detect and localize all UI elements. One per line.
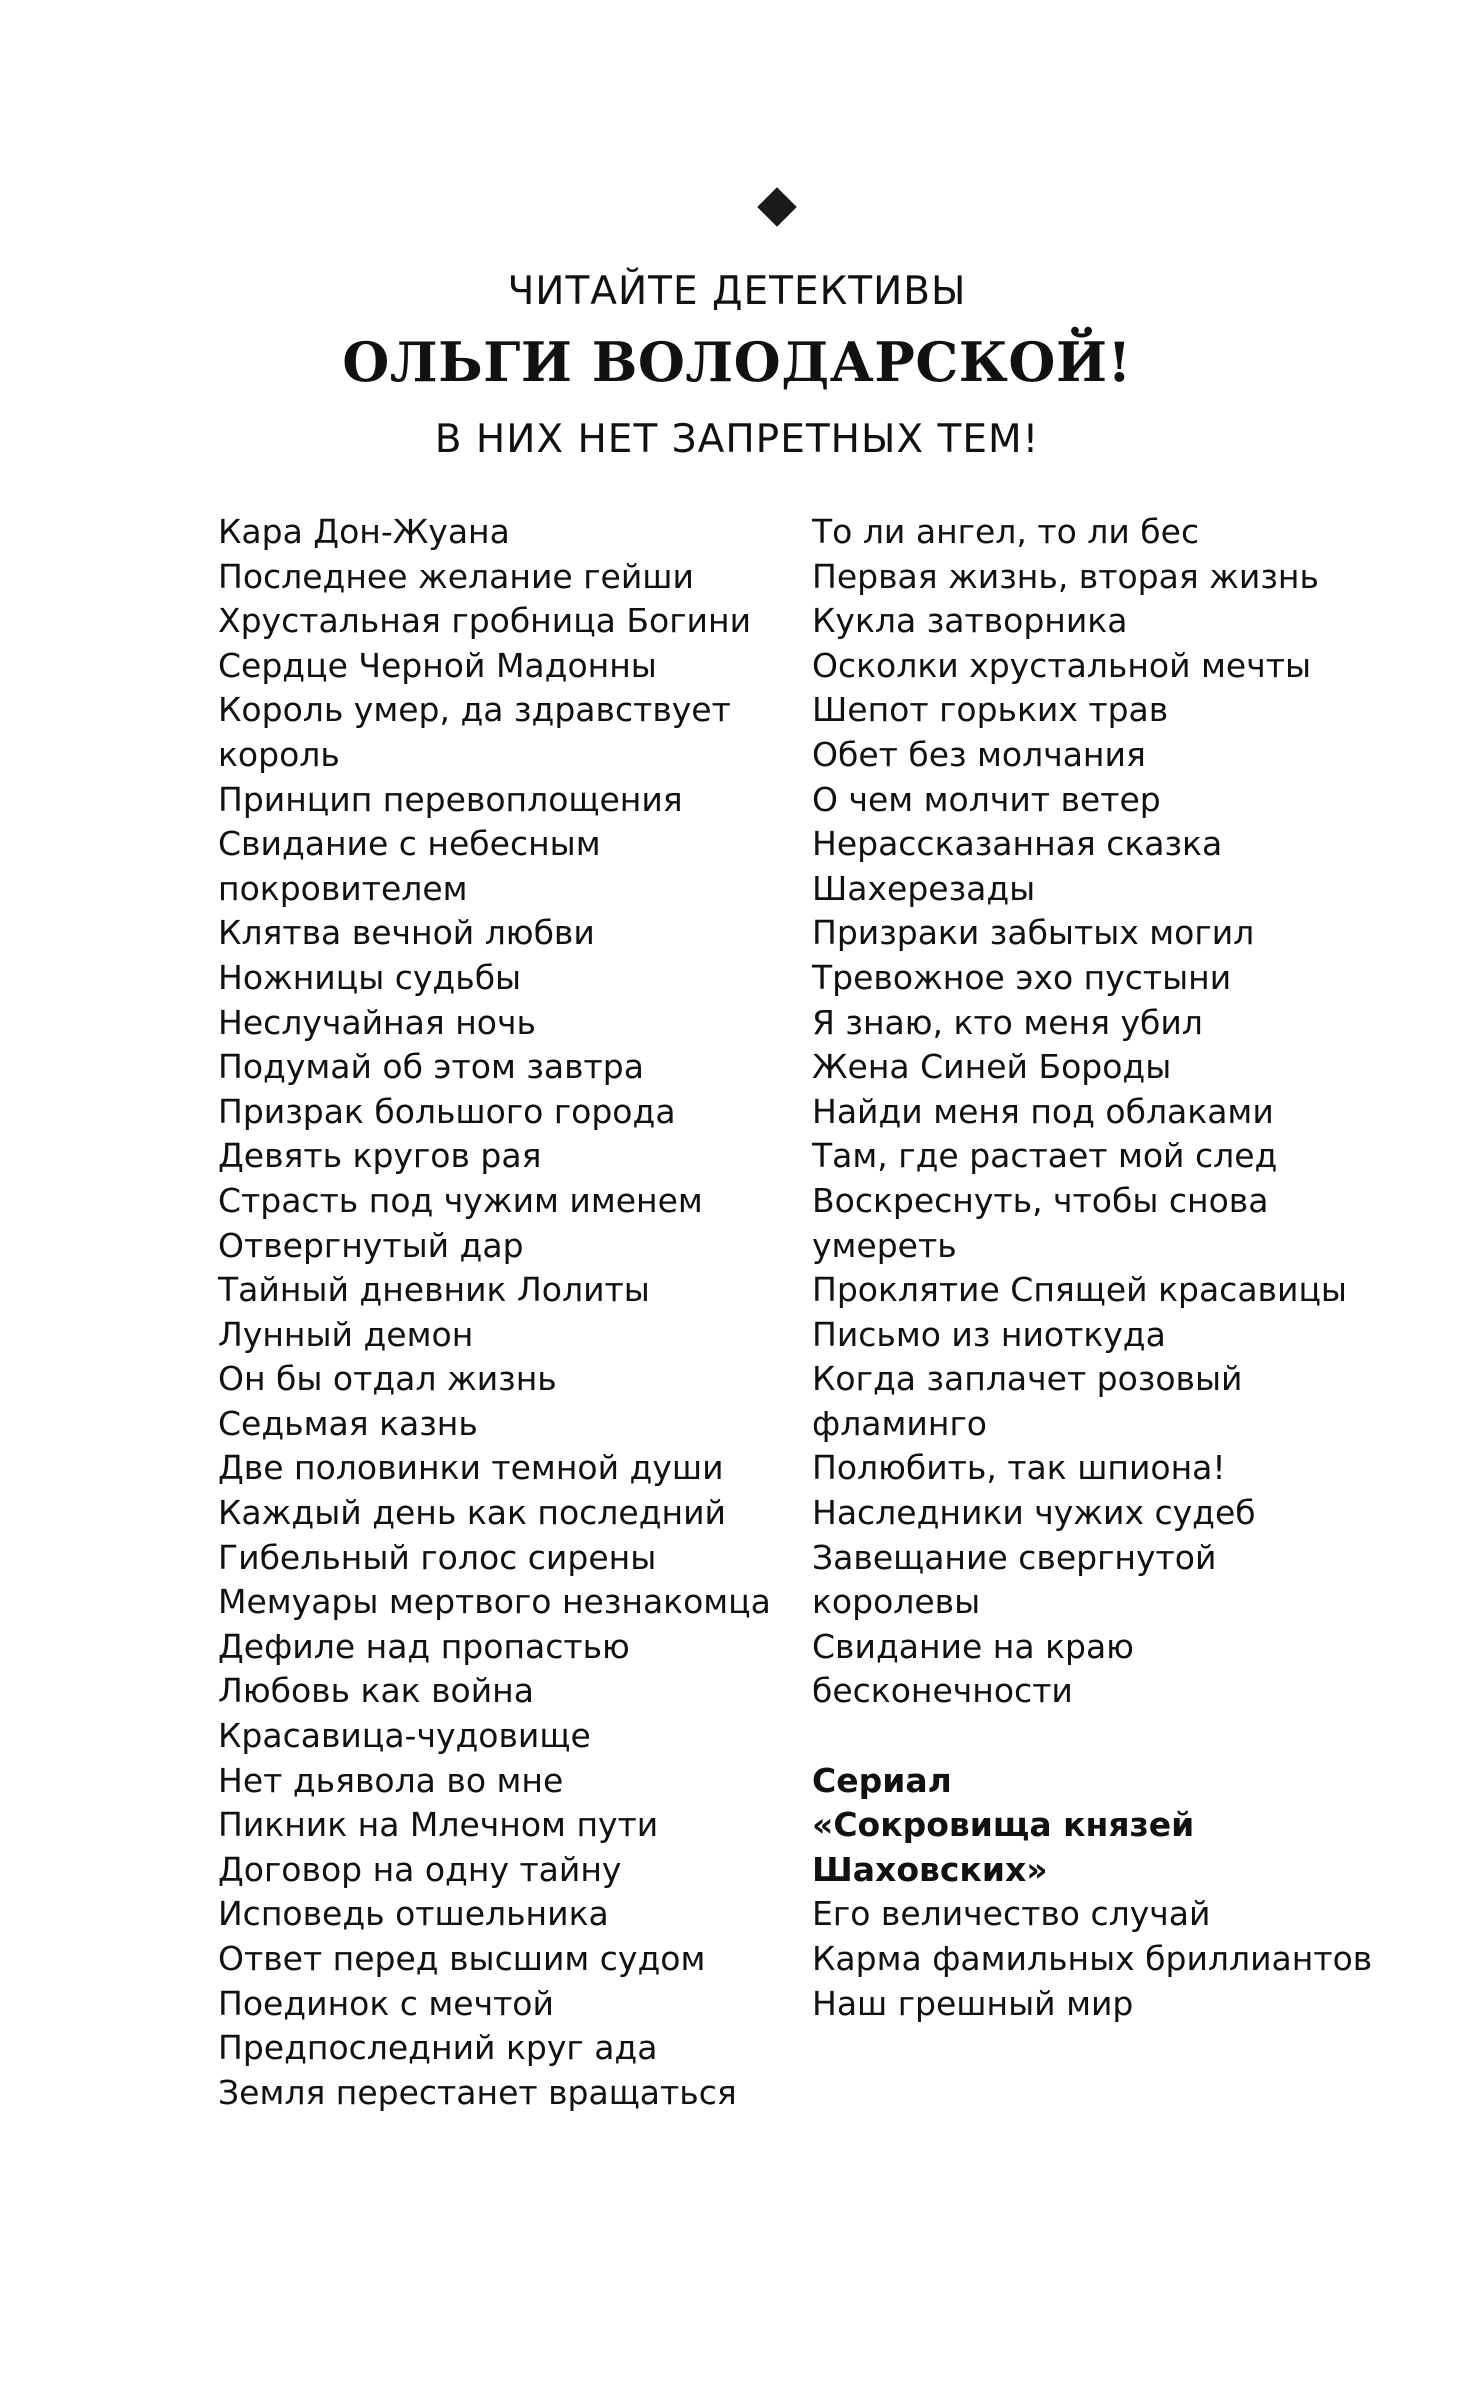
diamond-ornament-icon [757,187,797,227]
header-line-1: ЧИТАЙТЕ ДЕТЕКТИВЫ [507,269,967,314]
book-title: Договор на одну тайну [218,1849,622,1889]
book-title: бесконечности [812,1671,1073,1711]
book-title: То ли ангел, то ли бес [812,512,1200,551]
book-title: Призрак большого города [218,1091,676,1131]
book-title: умереть [812,1225,957,1265]
book-title: Подумай об этом завтра [218,1047,644,1087]
book-title: Гибельный голос сирены [218,1537,657,1577]
book-title: Хрустальная гробница Богини [218,601,752,641]
book-title: Завещание свергнутой [812,1537,1217,1577]
book-title: Поединок с мечтой [218,1983,554,2023]
book-title: Осколки хрустальной мечты [812,645,1312,685]
book-title: король [218,734,340,774]
book-title: Он бы отдал жизнь [218,1359,557,1399]
book-title: Красавица-чудовище [218,1716,591,1756]
book-title: Письмо из ниоткуда [812,1314,1166,1354]
book-title: Ножницы судьбы [218,957,522,997]
book-title: Земля перестанет вращаться [218,2072,737,2112]
book-title: Обет без молчания [812,734,1146,774]
book-title: Последнее желание гейши [218,556,694,596]
left-book-column [218,510,778,2115]
book-title: Первая жизнь, вторая жизнь [812,556,1319,596]
header-line-3: В НИХ НЕТ ЗАПРЕТНЫХ ТЕМ! [434,417,1040,462]
book-title: Свидание с небесным [218,824,601,864]
book-title: Неслучайная ночь [218,1002,536,1042]
book-title: Лунный демон [218,1314,474,1354]
book-title: Нерассказанная сказка [812,824,1223,864]
book-title: Кара Дон-Жуана [218,512,510,551]
book-title: Наследники чужих судеб [812,1493,1256,1533]
book-title: Найди меня под облаками [812,1091,1274,1131]
book-title: Дефиле над пропастью [218,1626,630,1666]
book-title: Когда заплачет розовый [812,1359,1243,1399]
book-title: Тайный дневник Лолиты [218,1270,650,1310]
right-book-list [812,510,1412,1714]
book-title: фламинго [812,1403,987,1443]
series-heading [812,1759,1412,1893]
book-title: Каждый день как последний [218,1493,726,1533]
book-title: Мемуары мертвого незнакомца [218,1582,771,1622]
book-title: Призраки забытых могил [812,913,1255,953]
series-book-title: Его величество случай [812,1894,1211,1934]
right-book-column [812,510,1412,2026]
book-title: Исповедь отшельника [218,1894,609,1934]
book-title: Клятва вечной любви [218,913,595,953]
series-book-title: Наш грешный мир [812,1983,1134,2023]
book-title: Нет дьявола во мне [218,1760,564,1800]
book-title: Девять кругов рая [218,1136,542,1176]
book-title: Кукла затворника [812,601,1128,641]
book-title: покровителем [218,868,468,908]
series-title-line: Шаховских» [812,1849,1048,1889]
book-title: Свидание на краю [812,1626,1134,1666]
series-title-line: «Сокровища князей [812,1805,1195,1845]
book-title: Там, где растает мой след [812,1136,1278,1176]
book-title: Король умер, да здравствует [218,690,731,730]
book-title: Две половинки темной души [218,1448,724,1488]
book-title: Я знаю, кто меня убил [812,1002,1203,1042]
book-title: О чем молчит ветер [812,779,1161,819]
book-title: Тревожное эхо пустыни [812,957,1232,997]
left-book-list [218,510,778,2115]
book-title: Ответ перед высшим судом [218,1939,706,1978]
author-name-heading: ОЛЬГИ ВОЛОДАРСКОЙ! [342,330,1132,394]
book-title: Полюбить, так шпиона! [812,1448,1226,1488]
series-book-title: Карма фамильных бриллиантов [812,1939,1373,1978]
book-title: Пикник на Млечном пути [218,1805,659,1845]
series-title-line: Сериал [812,1760,952,1800]
book-title: Сердце Черной Мадонны [218,645,657,685]
book-title: Любовь как война [218,1671,534,1711]
book-title: Седьмая казнь [218,1403,478,1443]
series-book-list [812,1892,1412,2026]
book-title: Жена Синей Бороды [812,1047,1172,1087]
book-title: Предпоследний круг ада [218,2028,658,2068]
book-title: Шахерезады [812,868,1036,908]
book-title: Проклятие Спящей красавицы [812,1270,1347,1310]
book-title: Воскреснуть, чтобы снова [812,1180,1269,1220]
book-title: Страсть под чужим именем [218,1180,703,1220]
book-title: Принцип перевоплощения [218,779,683,819]
book-title: королевы [812,1582,981,1622]
book-title: Отвергнутый дар [218,1225,524,1265]
book-title: Шепот горьких трав [812,690,1169,730]
